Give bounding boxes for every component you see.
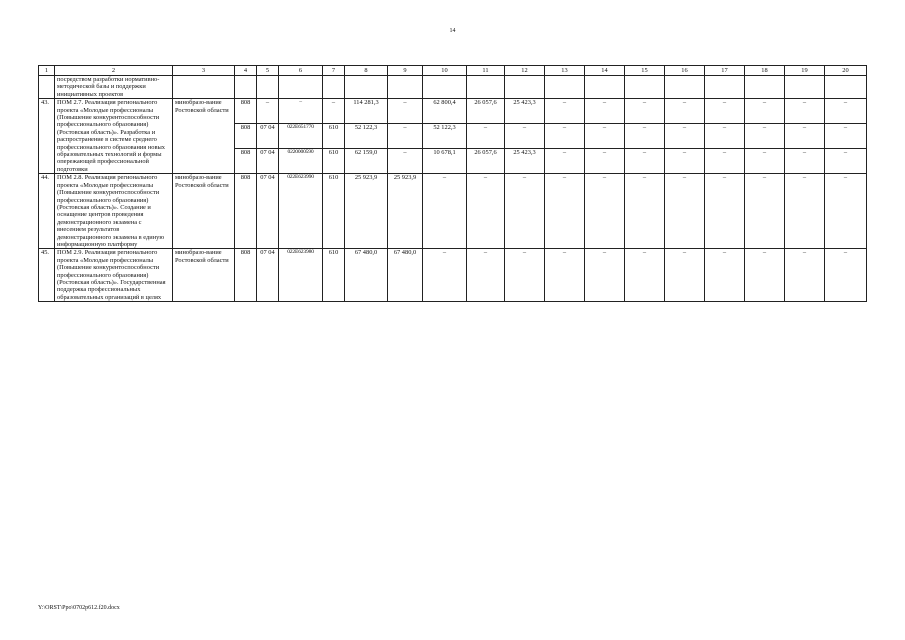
column-number-row [39,66,867,76]
column-header-8: 8 [345,66,388,76]
cell-year-18: – [745,124,785,149]
table-row [39,99,867,124]
cell-rzpr: – [257,99,279,124]
cell-year-16: – [665,174,705,249]
column-header-10: 10 [423,66,467,76]
cell-rzpr: 07 04 [257,124,279,149]
column-header-4: 4 [235,66,257,76]
cell-2019: – [388,124,423,149]
cell-total: 52 122,3 [345,124,388,149]
cell-vr: 610 [323,249,345,302]
cell-year-20: – [825,99,867,124]
cell-csr: 022Е651770 [279,124,323,149]
budget-table [38,65,867,302]
cell-rzpr: 07 04 [257,249,279,302]
cell-year-19: – [785,174,825,249]
cell-year-16: – [665,99,705,124]
cell-year-14: – [585,124,625,149]
cell-total: 62 159,0 [345,149,388,174]
cell-2021: – [467,124,505,149]
cell-year-13: – [545,249,585,302]
cell-grbs: 808 [235,174,257,249]
cell-year-20: – [825,174,867,249]
cell-year-15: – [625,99,665,124]
cell-year-16: – [665,149,705,174]
cell-no: 45. [39,249,55,302]
cell-vr: 610 [323,149,345,174]
cell-name: ПОМ 2.8. Реализация регионального проекта «Молодые профессионалы (Повышение конкурентоспособности профессионального образования) (Ростовская область)». Создание и оснащение центров проведения демонстрационного экзамена с внесением результатов демонстрационного экзамена в единую информационную платформу [55,174,173,249]
cell-rzpr: 07 04 [257,174,279,249]
cell-vr: 610 [323,174,345,249]
column-header-3: 3 [173,66,235,76]
cell-2020: – [423,174,467,249]
cell-2021: 26 057,6 [467,149,505,174]
column-header-11: 11 [467,66,505,76]
cell-grbs: 808 [235,99,257,124]
cell-vr: – [323,99,345,124]
cell-year-20: – [825,249,867,302]
cell-year-14: – [585,149,625,174]
cell-name: ПОМ 2.9. Реализация регионального проекта «Молодые профессионалы (Повышение конкурентоспособности профессионального образования) (Ростовская область)». Государственная поддержка профессиональных образовательных организаций в целях [55,249,173,302]
cell-2019: – [388,149,423,174]
column-header-12: 12 [505,66,545,76]
cell-year-18: – [745,149,785,174]
cell-name: ПОМ 2.7. Реализация регионального проекта «Молодые профессионалы (Повышение конкурентоспособности профессионального образования) (Ростовская область)». Разработка и распространение в системе среднего профессионального образования новых образовательных технологий и формы опережающей профессиональной подготовки [55,99,173,174]
cell-no: 43. [39,99,55,174]
cell-no: 44. [39,174,55,249]
cell-year-13: – [545,174,585,249]
cell-year-18: – [745,99,785,124]
file-path-footer: Y:\ORST\Ppo\0702p612.f20.docx [38,605,120,611]
cell-executor: минобразо-вание Ростовской области [173,174,235,249]
column-header-6: 6 [279,66,323,76]
cell-2021: 26 057,6 [467,99,505,124]
column-header-17: 17 [705,66,745,76]
column-header-14: 14 [585,66,625,76]
cell-total: 67 480,0 [345,249,388,302]
cell-grbs: 808 [235,249,257,302]
page-number: 14 [449,28,456,34]
cell-2021: – [467,249,505,302]
column-header-13: 13 [545,66,585,76]
column-header-5: 5 [257,66,279,76]
cell-year-20: – [825,124,867,149]
cell-total: 114 281,3 [345,99,388,124]
cell-csr: 022Е623990 [279,174,323,249]
cell-2020: 52 122,3 [423,124,467,149]
cell-year-17: – [705,249,745,302]
table-row [39,174,867,249]
column-header-1: 1 [39,66,55,76]
column-header-15: 15 [625,66,665,76]
cell-year-15: – [625,124,665,149]
cell-executor: минобразо-вание Ростовской области [173,99,235,174]
cell-total: 25 923,9 [345,174,388,249]
cell-year-13: – [545,99,585,124]
cell-2019: 25 923,9 [388,174,423,249]
cell-2019: – [388,99,423,124]
column-header-20: 20 [825,66,867,76]
cell-2022: – [505,124,545,149]
cell-year-17: – [705,174,745,249]
column-header-18: 18 [745,66,785,76]
cell-grbs: 808 [235,149,257,174]
cell-year-15: – [625,149,665,174]
cell-grbs: 808 [235,124,257,149]
cell-2022: 25 423,3 [505,99,545,124]
cell-csr: – [279,99,323,124]
cell-year-19: – [785,99,825,124]
column-header-2: 2 [55,66,173,76]
cell-csr: 022Е623980 [279,249,323,302]
cell-year-16: – [665,249,705,302]
cell-year-14: – [585,99,625,124]
cell-year-19: – [785,149,825,174]
cell-2022: – [505,249,545,302]
column-header-16: 16 [665,66,705,76]
cell-2020: 62 800,4 [423,99,467,124]
cell-year-18: – [745,249,785,302]
cell-year-17: – [705,124,745,149]
cell-2019: 67 480,0 [388,249,423,302]
cell-year-13: – [545,149,585,174]
cell-year-14: – [585,249,625,302]
cell-year-13: – [545,124,585,149]
cell-2020: – [423,249,467,302]
cell-year-16: – [665,124,705,149]
cell-year-14: – [585,174,625,249]
cell-2022: 25 423,3 [505,149,545,174]
cell-year-17: – [705,99,745,124]
cell-year-15: – [625,174,665,249]
cell-csr: 0220000590 [279,149,323,174]
cell-year-19: – [785,124,825,149]
column-header-19: 19 [785,66,825,76]
cell-year-19: – [785,249,825,302]
cell-year-15: – [625,249,665,302]
cell-2021: – [467,174,505,249]
cell-rzpr: 07 04 [257,149,279,174]
continuation-row [39,76,867,99]
cell-year-20: – [825,149,867,174]
cell-year-17: – [705,149,745,174]
cell-vr: 610 [323,124,345,149]
cell-name: посредством разработки нормативно-методической базы и поддержки инициативных проектов [55,76,173,99]
table-row [39,249,867,302]
column-header-9: 9 [388,66,423,76]
cell-year-18: – [745,174,785,249]
cell-no [39,76,55,99]
cell-2022: – [505,174,545,249]
cell-2020: 10 678,1 [423,149,467,174]
column-header-7: 7 [323,66,345,76]
cell-executor: минобразо-вание Ростовской области [173,249,235,302]
